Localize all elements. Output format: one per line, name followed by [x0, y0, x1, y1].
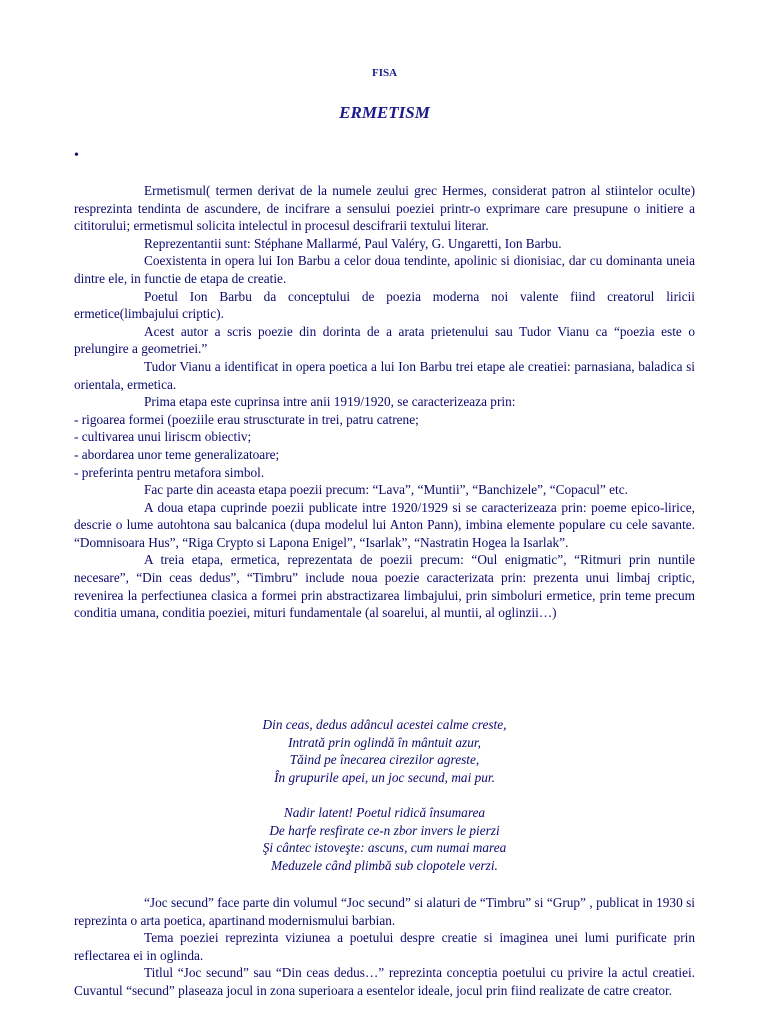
list-item: - preferinta pentru metafora simbol.: [74, 464, 265, 480]
list-item: - rigoarea formei (poeziile erau struscturate in trei, patru catrene;: [74, 411, 419, 427]
poem-verse: Intrată prin oglindă în mântuit azur,: [288, 734, 481, 750]
list-item: - abordarea unor teme generalizatoare;: [74, 446, 280, 462]
paragraph: Acest autor a scris poezie din dorinta de a arata prietenului sau Tudor Vianu ca “poezia este o prelungire a geometriei.”: [74, 323, 695, 357]
main-text: [74, 182, 695, 622]
bullet-point: •: [74, 148, 79, 163]
poem-verse: De harfe resfirate ce-n zbor invers le pierzi: [269, 822, 500, 838]
analysis-text: [74, 894, 695, 1000]
poem-verse: În grupurile apei, un joc secund, mai pur.: [274, 769, 495, 785]
list-item: - cultivarea unui liriscm obiectiv;: [74, 429, 252, 445]
paragraph: A doua etapa cuprinde poezii publicate intre 1920/1929 si se caracterizeaza prin: poeme epico-lirice, descrie o lume autohtona sau balcanica (dupa modelul lui Anton Pann), imbina elemente populare cu cele savante. “Domnisoara Hus”, “Riga Crypto si Lapona Enigel”, “Isarlak”, “Nastratin Hogea la Isarlak”.: [74, 499, 695, 550]
poem-verse: Meduzele când plimbă sub clopotele verzi.: [271, 857, 498, 873]
paragraph: Titlul “Joc secund” sau “Din ceas dedus…” reprezinta conceptia poetului cu privire la actul creatiei. Cuvantul “secund” plaseaza jocul in zona superioara a esentelor ideale, jocul prin fiind realizate de catre creator.: [74, 965, 695, 998]
paragraph: A treia etapa, ermetica, reprezentata de poezii precum: “Oul enigmatic”, “Ritmuri prin nuntile necesare”, “Din ceas dedus”, “Timbru” include noua poezie caracterizata prin: prezenta unui limbaj criptic, revenirea la perfectiunea clasica a formei prin abstractizarea limbajului, prin simboluri ermetice, prin teme precum conditia umana, conditia poeziei, mituri fundamentale (al soarelui, al muntii, al oglinzii…): [74, 552, 695, 621]
paragraph: “Joc secund” face parte din volumul “Joc secund” si alaturi de “Timbru” si “Grup” , publicat in 1930 si reprezinta o arta poetica, apartinand modernismului barbian.: [74, 895, 695, 928]
paragraph: Fac parte din aceasta etapa poezii precum: “Lava”, “Muntii”, “Banchizele”, “Copacul” etc.: [144, 482, 628, 498]
poem-stanza: [74, 804, 695, 874]
poem-stanza: [74, 716, 695, 786]
paragraph: Prima etapa este cuprinsa intre anii 1919/1920, se caracterizeaza prin:: [144, 394, 516, 410]
paragraph: Poetul Ion Barbu da conceptului de poezia moderna noi valente fiind creatorul liricii ermetice(limbajului criptic).: [74, 288, 695, 322]
paragraph: Ermetismul( termen derivat de la numele zeului grec Hermes, considerat patron al stiintelor oculte) resprezinta tendinta de ascundere, de incifrare a sensului poeziei printr-o exprimare care presupune o initiere a cititorului; ermetismul solicita intelectul in procesul descifrarii textului literar.: [74, 183, 695, 234]
document-label: FISA: [371, 67, 398, 79]
paragraph: Coexistenta in opera lui Ion Barbu a celor doua tendinte, apolinic si dionisiac, dar cu dominanta uneia dintre ele, in functie de etapa de creatie.: [74, 253, 695, 286]
paragraph: Reprezentantii sunt: Stéphane Mallarmé, Paul Valéry, G. Ungaretti, Ion Barbu.: [144, 235, 562, 251]
poem-verse: Şi cântec istoveşte: ascuns, cum numai marea: [262, 840, 507, 856]
document-title: ERMETISM: [339, 103, 430, 122]
poem-verse: Tăind pe înecarea cirezilor agreste,: [289, 752, 480, 768]
paragraph: Tudor Vianu a identificat in opera poetica a lui Ion Barbu trei etape ale creatiei: parnasiana, baladica si orientala, ermetica.: [74, 358, 695, 392]
poem: [74, 716, 695, 892]
paragraph: Tema poeziei reprezinta viziunea a poetului despre creatie si imaginea unei lumi purificate prin reflectarea ei in oglinda.: [74, 930, 695, 963]
poem-verse: Nadir latent! Poetul ridică însumarea: [283, 804, 486, 820]
poem-verse: Din ceas, dedus adâncul acestei calme creste,: [262, 717, 507, 732]
